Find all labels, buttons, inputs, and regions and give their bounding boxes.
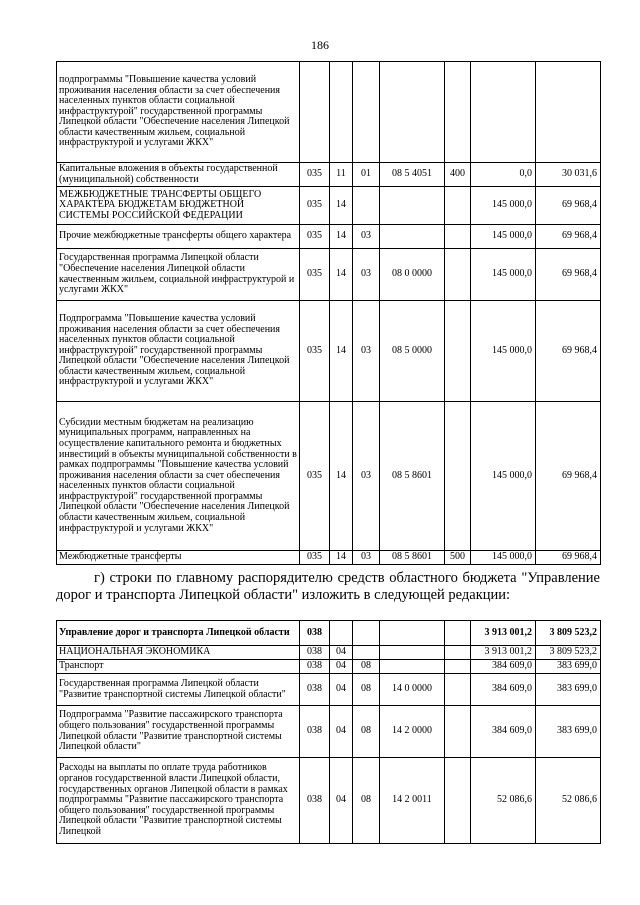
grbs-code-cell: 038 xyxy=(300,758,330,844)
section-code-cell: 14 xyxy=(330,301,353,402)
expense-type-code-cell xyxy=(445,706,471,758)
target-article-code-cell xyxy=(380,660,445,674)
table-row xyxy=(57,62,601,163)
amount-2016-cell: 145 000,0 xyxy=(471,249,536,301)
target-article-code-cell: 08 5 8601 xyxy=(380,402,445,551)
subsection-code-cell: 03 xyxy=(353,551,380,565)
amount-2017-cell: 69 968,4 xyxy=(536,225,601,249)
expense-type-code-cell xyxy=(445,62,471,163)
item-name-cell: Межбюджетные трансферты xyxy=(57,551,300,565)
budget-table-2 xyxy=(56,620,601,844)
section-code-cell: 04 xyxy=(330,706,353,758)
target-article-code-cell xyxy=(380,225,445,249)
item-name-cell: Подпрограмма "Повышение качества условий проживания населения области за счет обеспечения населенных пунктов области социальной инфраструктурой" государственной программы Липецкой области "Обеспечение населения Липецкой области качественным жильем, социальной инфраструктурой и услугами ЖКХ" xyxy=(57,301,300,402)
target-article-code-cell: 08 5 0000 xyxy=(380,301,445,402)
table-row xyxy=(57,706,601,758)
grbs-code-cell: 038 xyxy=(300,646,330,660)
subsection-code-cell: 08 xyxy=(353,706,380,758)
table-row xyxy=(57,551,601,565)
item-name-cell: Управление дорог и транспорта Липецкой области xyxy=(57,621,300,646)
table-row xyxy=(57,187,601,225)
target-article-code-cell xyxy=(380,621,445,646)
target-article-code-cell: 14 0 0000 xyxy=(380,674,445,706)
amount-2016-cell: 3 913 001,2 xyxy=(471,621,536,646)
item-name-cell: Капитальные вложения в объекты государственной (муниципальной) собственности xyxy=(57,163,300,187)
table-row xyxy=(57,225,601,249)
grbs-code-cell xyxy=(300,62,330,163)
target-article-code-cell: 08 5 4051 xyxy=(380,163,445,187)
item-name-cell: Государственная программа Липецкой области "Обеспечение населения Липецкой области качественным жильем, социальной инфраструктурой и услугами ЖКХ" xyxy=(57,249,300,301)
table-row xyxy=(57,660,601,674)
expense-type-code-cell xyxy=(445,660,471,674)
expense-type-code-cell xyxy=(445,301,471,402)
amount-2016-cell: 384 609,0 xyxy=(471,660,536,674)
grbs-code-cell: 035 xyxy=(300,249,330,301)
amount-2016-cell: 145 000,0 xyxy=(471,402,536,551)
subsection-code-cell xyxy=(353,646,380,660)
table-row xyxy=(57,301,601,402)
section-code-cell: 14 xyxy=(330,551,353,565)
amount-2017-cell: 69 968,4 xyxy=(536,187,601,225)
expense-type-code-cell xyxy=(445,249,471,301)
target-article-code-cell: 08 0 0000 xyxy=(380,249,445,301)
target-article-code-cell xyxy=(380,62,445,163)
grbs-code-cell: 035 xyxy=(300,163,330,187)
grbs-code-cell: 038 xyxy=(300,660,330,674)
item-name-cell: МЕЖБЮДЖЕТНЫЕ ТРАНСФЕРТЫ ОБЩЕГО ХАРАКТЕРА БЮДЖЕТАМ БЮДЖЕТНОЙ СИСТЕМЫ РОССИЙСКОЙ ФЕДЕРАЦИИ xyxy=(57,187,300,225)
subsection-code-cell: 08 xyxy=(353,674,380,706)
expense-type-code-cell xyxy=(445,646,471,660)
grbs-code-cell: 035 xyxy=(300,187,330,225)
amount-2016-cell: 145 000,0 xyxy=(471,301,536,402)
grbs-code-cell: 035 xyxy=(300,301,330,402)
subsection-code-cell: 03 xyxy=(353,225,380,249)
expense-type-code-cell xyxy=(445,674,471,706)
table-row xyxy=(57,646,601,660)
amount-2017-cell: 69 968,4 xyxy=(536,249,601,301)
section-code-cell xyxy=(330,621,353,646)
grbs-code-cell: 038 xyxy=(300,706,330,758)
subsection-code-cell: 08 xyxy=(353,660,380,674)
target-article-code-cell xyxy=(380,646,445,660)
amount-2016-cell: 145 000,0 xyxy=(471,187,536,225)
amount-2017-cell xyxy=(536,62,601,163)
subsection-code-cell: 01 xyxy=(353,163,380,187)
subsection-code-cell: 03 xyxy=(353,301,380,402)
section-code-cell: 11 xyxy=(330,163,353,187)
grbs-code-cell: 038 xyxy=(300,674,330,706)
section-code-cell: 14 xyxy=(330,187,353,225)
amount-2017-cell: 69 968,4 xyxy=(536,551,601,565)
section-code-cell: 14 xyxy=(330,249,353,301)
table-row xyxy=(57,163,601,187)
item-name-cell: Транспорт xyxy=(57,660,300,674)
amount-2016-cell: 384 609,0 xyxy=(471,674,536,706)
section-code-cell: 04 xyxy=(330,660,353,674)
target-article-code-cell: 14 2 0011 xyxy=(380,758,445,844)
expense-type-code-cell xyxy=(445,225,471,249)
table-row xyxy=(57,402,601,551)
amount-2017-cell: 69 968,4 xyxy=(536,402,601,551)
target-article-code-cell: 14 2 0000 xyxy=(380,706,445,758)
grbs-code-cell: 035 xyxy=(300,402,330,551)
subsection-code-cell: 03 xyxy=(353,402,380,551)
table-row xyxy=(57,621,601,646)
amount-2016-cell: 52 086,6 xyxy=(471,758,536,844)
subsection-code-cell xyxy=(353,187,380,225)
amount-2017-cell: 52 086,6 xyxy=(536,758,601,844)
expense-type-code-cell xyxy=(445,402,471,551)
amount-2017-cell: 30 031,6 xyxy=(536,163,601,187)
table-row xyxy=(57,674,601,706)
grbs-code-cell: 035 xyxy=(300,551,330,565)
subsection-code-cell xyxy=(353,621,380,646)
section-code-cell xyxy=(330,62,353,163)
subsection-code-cell xyxy=(353,62,380,163)
amount-2017-cell: 383 699,0 xyxy=(536,706,601,758)
section-code-cell: 04 xyxy=(330,758,353,844)
budget-table-1 xyxy=(56,61,601,565)
target-article-code-cell: 08 5 8601 xyxy=(380,551,445,565)
amount-2016-cell: 384 609,0 xyxy=(471,706,536,758)
section-code-cell: 04 xyxy=(330,674,353,706)
amount-2016-cell: 145 000,0 xyxy=(471,551,536,565)
amount-2017-cell: 3 809 523,2 xyxy=(536,621,601,646)
target-article-code-cell xyxy=(380,187,445,225)
expense-type-code-cell: 500 xyxy=(445,551,471,565)
item-name-cell: Подпрограмма "Развитие пассажирского транспорта общего пользования" государственной программы Липецкой области "Развитие транспортной системы Липецкой области" xyxy=(57,706,300,758)
expense-type-code-cell xyxy=(445,621,471,646)
expense-type-code-cell: 400 xyxy=(445,163,471,187)
item-name-cell: Государственная программа Липецкой области "Развитие транспортной системы Липецкой области" xyxy=(57,674,300,706)
section-code-cell: 14 xyxy=(330,225,353,249)
item-name-cell: НАЦИОНАЛЬНАЯ ЭКОНОМИКА xyxy=(57,646,300,660)
item-name-cell: Прочие межбюджетные трансферты общего характера xyxy=(57,225,300,249)
amount-2017-cell: 69 968,4 xyxy=(536,301,601,402)
amount-2017-cell: 383 699,0 xyxy=(536,674,601,706)
amount-2016-cell: 0,0 xyxy=(471,163,536,187)
table-row xyxy=(57,758,601,844)
amount-2016-cell: 3 913 001,2 xyxy=(471,646,536,660)
expense-type-code-cell xyxy=(445,758,471,844)
amount-2016-cell xyxy=(471,62,536,163)
amount-2017-cell: 3 809 523,2 xyxy=(536,646,601,660)
item-name-cell: подпрограммы "Повышение качества условий проживания населения области за счет обеспечения населенных пунктов области социальной инфраструктурой" государственной программы Липецкой области "Обеспечение населения Липецкой области качественным жильем, социальной инфраструктурой и услугами ЖКХ" xyxy=(57,62,300,163)
subsection-code-cell: 03 xyxy=(353,249,380,301)
item-name-cell: Расходы на выплаты по оплате труда работников органов государственной власти Липецкой области, государственных органов Липецкой области в рамках подпрограммы "Развитие пассажирского транспорта общего пользования" государственной программы Липецкой области "Развитие транспортной системы Липецкой xyxy=(57,758,300,844)
page-number: 186 xyxy=(311,38,329,52)
paragraph-text: г) строки по главному распорядителю средств областного бюджета "Управление дорог и транспорта Липецкой области" изложить в следующей редакции: xyxy=(56,570,600,603)
item-name-cell: Субсидии местным бюджетам на реализацию муниципальных программ, направленных на осуществление капитального ремонта и бюджетных инвестиций в объекты муниципальной собственности в рамках подпрограммы "Повышение качества условий проживания населения области за счет обеспечения населенных пунктов области социальной инфраструктурой" государственной программы Липецкой области "Обеспечение населения Липецкой области качественным жильем, социальной инфраструктурой и услугами ЖКХ" xyxy=(57,402,300,551)
table-row xyxy=(57,249,601,301)
instruction-paragraph xyxy=(56,570,600,604)
grbs-code-cell: 035 xyxy=(300,225,330,249)
section-code-cell: 14 xyxy=(330,402,353,551)
grbs-code-cell: 038 xyxy=(300,621,330,646)
subsection-code-cell: 08 xyxy=(353,758,380,844)
section-code-cell: 04 xyxy=(330,646,353,660)
amount-2017-cell: 383 699,0 xyxy=(536,660,601,674)
amount-2016-cell: 145 000,0 xyxy=(471,225,536,249)
expense-type-code-cell xyxy=(445,187,471,225)
